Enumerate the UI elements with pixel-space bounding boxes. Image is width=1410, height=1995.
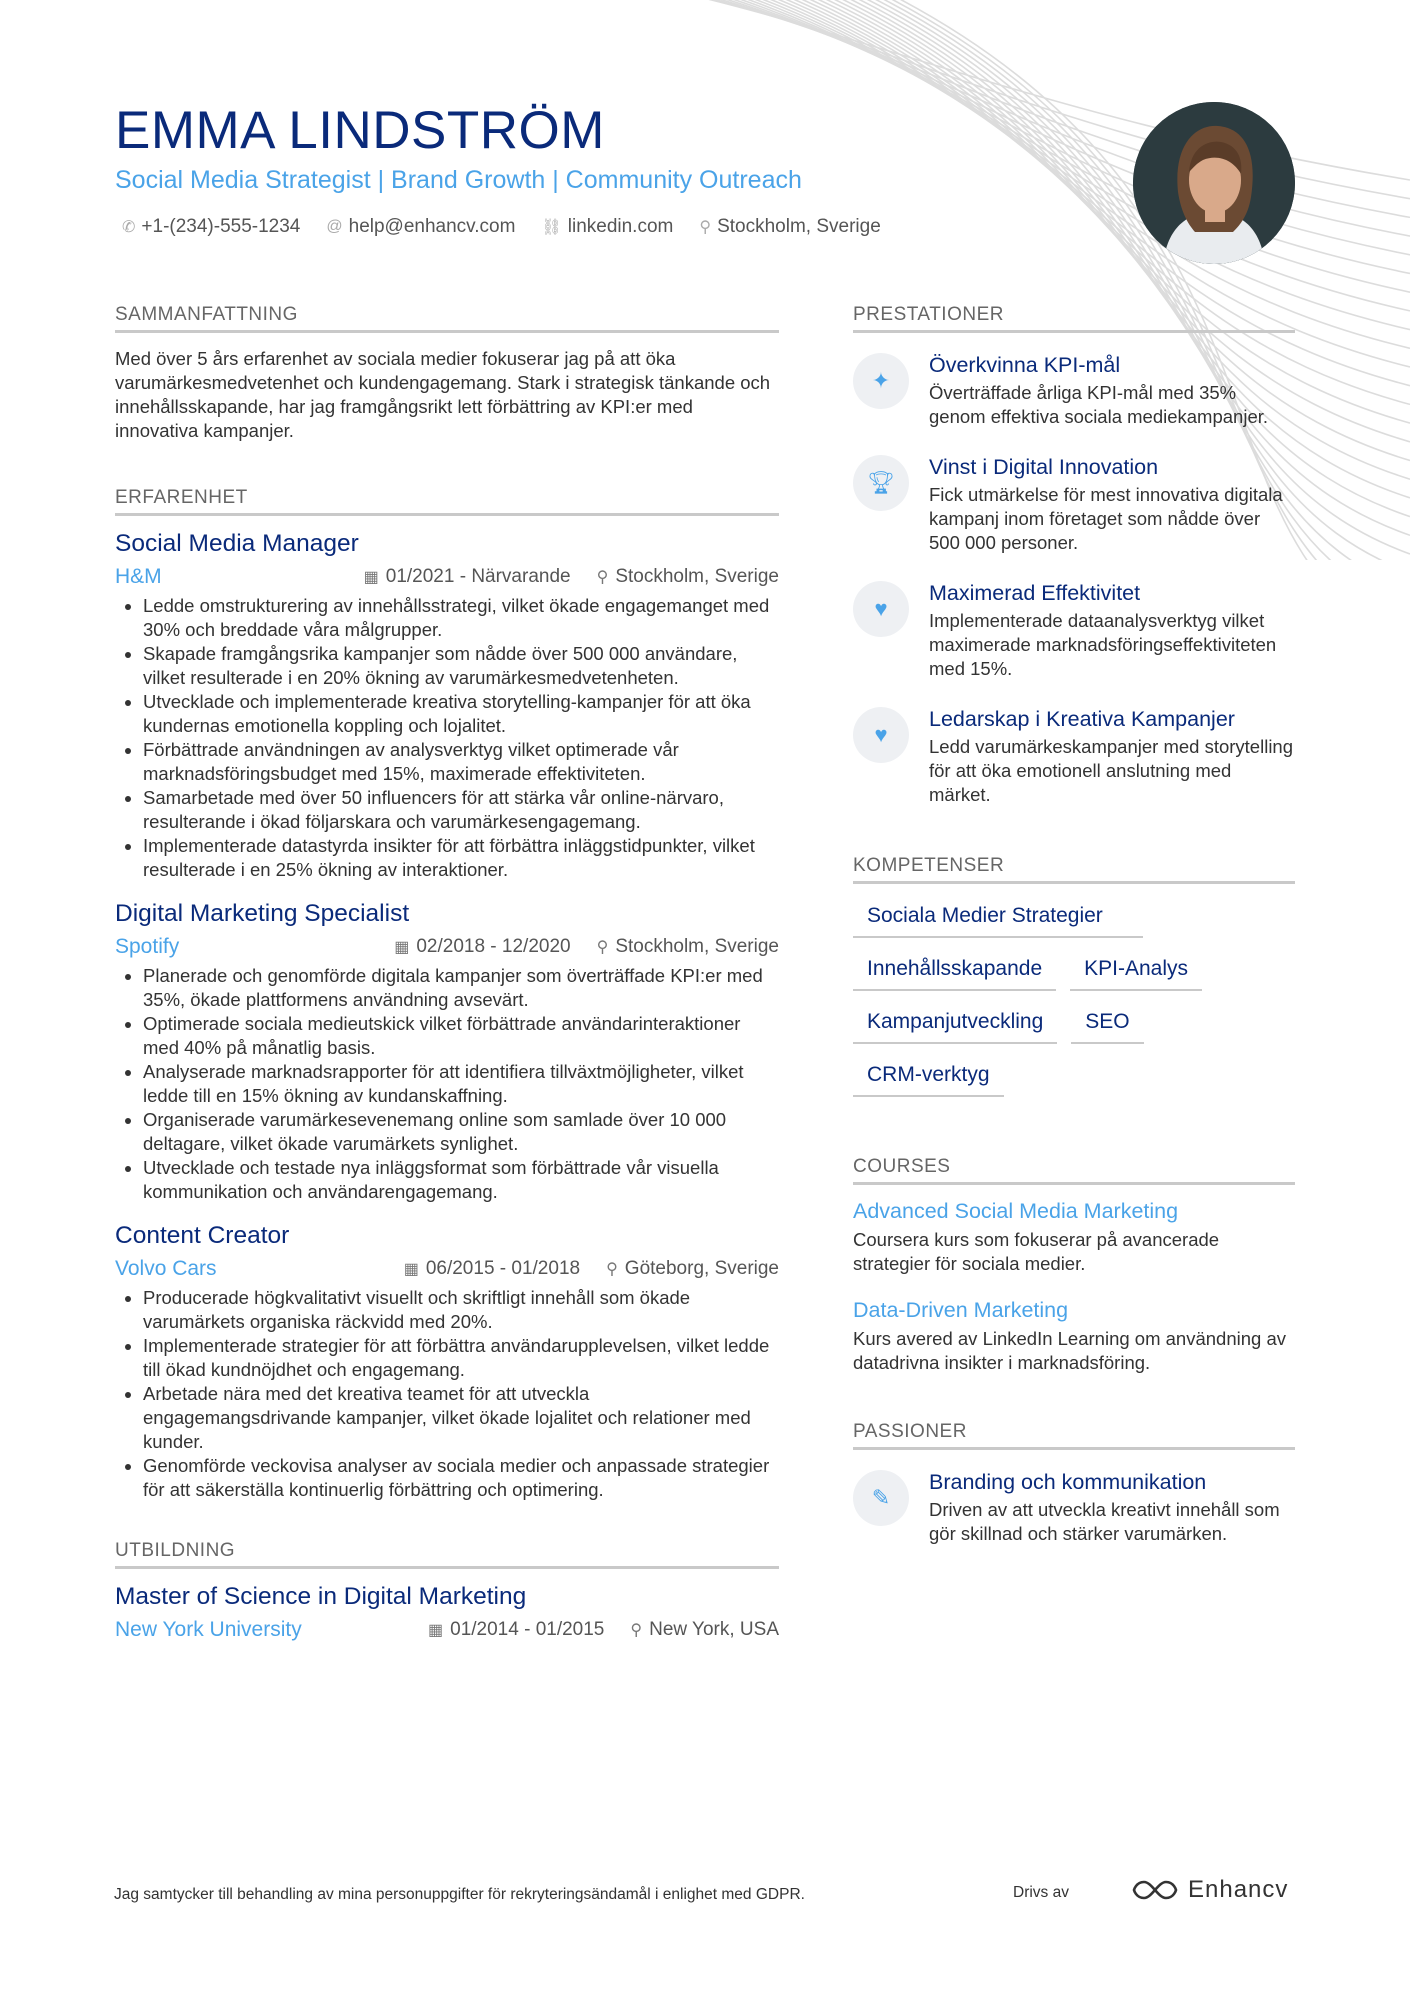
- heart-icon: ♥: [853, 581, 909, 637]
- achievement-item: [853, 707, 1295, 807]
- job-dates: [394, 936, 570, 958]
- candidate-name: EMMA LINDSTRÖM: [115, 101, 605, 160]
- job-bullets: [115, 594, 779, 882]
- skill-tag: CRM-verktyg: [853, 1057, 1004, 1097]
- bullet: • Producerade högkvalitativt visuellt och skriftligt innehåll som ökade varumärkets organiska räckvidd med 20%.: [143, 1286, 779, 1334]
- bullet: • Implementerade datastyrda insikter för att förbättra inläggstidpunkter, vilket resulterade i en 25% ökning av interaktioner.: [143, 834, 779, 882]
- achievement-title: Ledarskap i Kreativa Kampanjer: [929, 707, 1235, 731]
- linkedin-text: linkedin.com: [567, 216, 674, 237]
- degree-title: Master of Science in Digital Marketing: [115, 1583, 527, 1610]
- company-name: Spotify: [115, 935, 180, 958]
- summary-heading: SAMMANFATTNING: [115, 304, 779, 333]
- bullet: • Analyserade marknadsrapporter för att identifiera tillväxtmöjligheter, vilket ledde till en 15% ökning av kundanskaffning.: [143, 1060, 779, 1108]
- company-name: H&M: [115, 565, 162, 588]
- phone-icon: ✆: [122, 219, 136, 236]
- job-entry: [115, 1222, 779, 1502]
- location-text: Stockholm, Sverige: [717, 216, 881, 237]
- education-dates: [428, 1619, 604, 1641]
- summary-text: Med över 5 års erfarenhet av sociala medier fokuserar jag på att öka varumärkesmedvetenhet och kundengagemang. Stark i strategisk tänkande och innehållsskapande, har jag framgångsrikt lett förbättring av KPI:er med innovativa kampanjer.: [115, 348, 771, 441]
- heart-icon: ♥: [853, 707, 909, 763]
- passion-item: [853, 1470, 1295, 1546]
- dates-text: 06/2015 - 01/2018: [425, 1258, 581, 1279]
- passion-desc: Driven av att utveckla kreativt innehåll som gör skillnad och stärker varumärken.: [929, 1499, 1280, 1544]
- location-text: Stockholm, Sverige: [615, 566, 779, 587]
- dates-text: 01/2014 - 01/2015: [450, 1619, 605, 1640]
- achievement-title: Vinst i Digital Innovation: [929, 455, 1159, 479]
- achievement-desc: Överträffade årliga KPI-mål med 35% genom effektiva sociala mediekampanjer.: [929, 382, 1269, 427]
- job-location: [606, 1258, 779, 1280]
- course-desc: Kurs avered av LinkedIn Learning om användning av datadrivna insikter i marknadsföring.: [853, 1328, 1286, 1373]
- course-title: Data-Driven Marketing: [853, 1298, 1069, 1322]
- brand-name: Enhancv: [1188, 1876, 1289, 1903]
- magic-wand-icon: ✦: [853, 353, 909, 409]
- location-pin-icon: ⚲: [606, 1261, 618, 1278]
- job-location: [597, 566, 779, 588]
- calendar-icon: ▦: [363, 569, 379, 586]
- course-item: [853, 1199, 1295, 1276]
- achievement-desc: Implementerade dataanalysverktyg vilket maximerade marknadsföringseffektiviteten med 15%.: [929, 610, 1277, 679]
- headline: Social Media Strategist | Brand Growth | Community Outreach: [115, 166, 802, 194]
- bullet: • Utvecklade och testade nya inläggsformat som förbättrade vår visuella kommunikation och användarengagemang.: [143, 1156, 779, 1204]
- job-title: Social Media Manager: [115, 530, 359, 557]
- courses-list: [853, 1199, 1295, 1375]
- education-location: [630, 1619, 779, 1641]
- calendar-icon: ▦: [428, 1622, 444, 1639]
- passion-title: Branding och kommunikation: [929, 1470, 1207, 1494]
- company-name: Volvo Cars: [115, 1257, 217, 1280]
- contact-linkedin[interactable]: [541, 216, 673, 238]
- skill-tag: KPI-Analys: [1070, 951, 1202, 991]
- course-item: [853, 1298, 1295, 1375]
- dates-text: 02/2018 - 12/2020: [416, 936, 571, 957]
- powered-by-label: Drivs av: [1013, 1884, 1069, 1901]
- education-entry: [115, 1583, 779, 1645]
- achievement-item: [853, 353, 1295, 429]
- bullet: • Organiserade varumärkesevenemang online som samlade över 10 000 deltagare, vilket ökade varumärkets synlighet.: [143, 1108, 779, 1156]
- location-text: Göteborg, Sverige: [624, 1258, 779, 1279]
- contact-phone[interactable]: [122, 216, 300, 238]
- achievement-title: Maximerad Effektivitet: [929, 581, 1141, 605]
- passions-list: [853, 1470, 1295, 1546]
- location-pin-icon: ⚲: [596, 939, 609, 956]
- trophy-icon: 🏆︎: [853, 455, 909, 511]
- at-icon: @: [326, 218, 343, 235]
- bullet: • Genomförde veckovisa analyser av sociala medier och anpassade strategier för att säkerställa kontinuerlig förbättring och optimering.: [143, 1454, 779, 1502]
- achievements-list: [853, 353, 1295, 807]
- job-location: [597, 936, 779, 958]
- bullet: • Utvecklade och implementerade kreativa storytelling-kampanjer för att öka kundernas emotionella koppling och lojalitet.: [143, 690, 779, 738]
- job-entry: [115, 530, 779, 882]
- course-title: Advanced Social Media Marketing: [853, 1199, 1179, 1223]
- course-desc: Coursera kurs som fokuserar på avancerade strategier för sociala medier.: [853, 1229, 1220, 1274]
- bullet: • Ledde omstrukturering av innehållsstrategi, vilket ökade engagemanget med 30% och breddade våra målgrupper.: [143, 594, 779, 642]
- education-heading: UTBILDNING: [115, 1540, 779, 1569]
- enhancv-logo[interactable]: [1132, 1876, 1288, 1904]
- bullet: • Optimerade sociala medieutskick vilket förbättrade användarinteraktioner med 40% på månatlig basis.: [143, 1012, 779, 1060]
- school-name: New York University: [115, 1618, 302, 1641]
- dates-text: 01/2021 - Närvarande: [385, 566, 571, 587]
- gdpr-consent: Jag samtycker till behandling av mina personuppgifter för rekryteringsändamål i enlighet med GDPR.: [114, 1886, 805, 1903]
- skill-tag: Sociala Medier Strategier: [853, 898, 1143, 938]
- education-meta: [115, 1615, 779, 1645]
- contact-email[interactable]: [326, 216, 515, 238]
- passions-heading: PASSIONER: [853, 1421, 1295, 1450]
- job-title: Content Creator: [115, 1222, 290, 1249]
- magic-wand-icon: ✎: [853, 1470, 909, 1526]
- location-text: Stockholm, Sverige: [615, 936, 779, 957]
- bullet: • Planerade och genomförde digitala kampanjer som överträffade KPI:er med 35%, ökade plattformens användning avsevärt.: [143, 964, 779, 1012]
- job-meta: [115, 932, 779, 962]
- skill-tag: SEO: [1071, 1004, 1143, 1044]
- phone-text: +1-(234)-555-1234: [141, 216, 301, 237]
- location-pin-icon: ⚲: [699, 219, 712, 236]
- job-title: Digital Marketing Specialist: [115, 900, 410, 927]
- job-bullets: [115, 964, 779, 1204]
- job-meta: [115, 1254, 779, 1284]
- achievement-desc: Fick utmärkelse för mest innovativa digitala kampanj inom företaget som nådde över 500 000 personer.: [929, 484, 1283, 553]
- courses-heading: COURSES: [853, 1156, 1295, 1185]
- achievement-title: Överkvinna KPI-mål: [929, 353, 1121, 377]
- skills-list: [853, 898, 1295, 1110]
- location-text: New York, USA: [649, 1619, 779, 1640]
- email-text: help@enhancv.com: [348, 216, 516, 237]
- skill-tag: Kampanjutveckling: [853, 1004, 1057, 1044]
- location-pin-icon: ⚲: [596, 569, 609, 586]
- bullet: • Arbetade nära med det kreativa teamet för att utveckla engagemangsdrivande kampanjer, vilket ökade lojalitet och relationer med kunder.: [143, 1382, 779, 1454]
- achievement-item: [853, 455, 1295, 555]
- experience-heading: ERFARENHET: [115, 487, 779, 516]
- profile-photo: [1133, 102, 1295, 264]
- contact-bar: [122, 216, 881, 238]
- calendar-icon: ▦: [403, 1261, 419, 1278]
- experience-list: [115, 530, 779, 1502]
- job-dates: [364, 566, 571, 588]
- infinity-logo-icon: [1132, 1878, 1178, 1902]
- achievement-desc: Ledd varumärkeskampanjer med storytelling för att öka emotionell anslutning med märket.: [929, 736, 1294, 805]
- job-meta: [115, 562, 779, 592]
- job-bullets: [115, 1286, 779, 1502]
- right-column: [853, 304, 1295, 1572]
- achievement-item: [853, 581, 1295, 681]
- skills-heading: KOMPETENSER: [853, 855, 1295, 884]
- bullet: • Implementerade strategier för att förbättra användarupplevelsen, vilket ledde till ökad kundnöjdhet och engagemang.: [143, 1334, 779, 1382]
- bullet: • Förbättrade användningen av analysverktyg vilket optimerade vår marknadsföringsbudget med 15%, maximerade effektiviteten.: [143, 738, 779, 786]
- contact-location: [699, 216, 880, 238]
- bullet: • Skapade framgångsrika kampanjer som nådde över 500 000 användare, vilket resulterade i en 20% ökning av varumärkesmedvetenheten.: [143, 642, 779, 690]
- location-pin-icon: ⚲: [630, 1622, 643, 1639]
- job-entry: [115, 900, 779, 1204]
- link-icon: ⛓: [541, 219, 562, 236]
- calendar-icon: ▦: [394, 939, 410, 956]
- job-dates: [404, 1258, 580, 1280]
- left-column: [115, 304, 779, 1663]
- skill-tag: Innehållsskapande: [853, 951, 1056, 991]
- bullet: • Samarbetade med över 50 influencers för att stärka vår online-närvaro, resulterande i ökad följarskara och varumärkesengagemang.: [143, 786, 779, 834]
- achievements-heading: PRESTATIONER: [853, 304, 1295, 333]
